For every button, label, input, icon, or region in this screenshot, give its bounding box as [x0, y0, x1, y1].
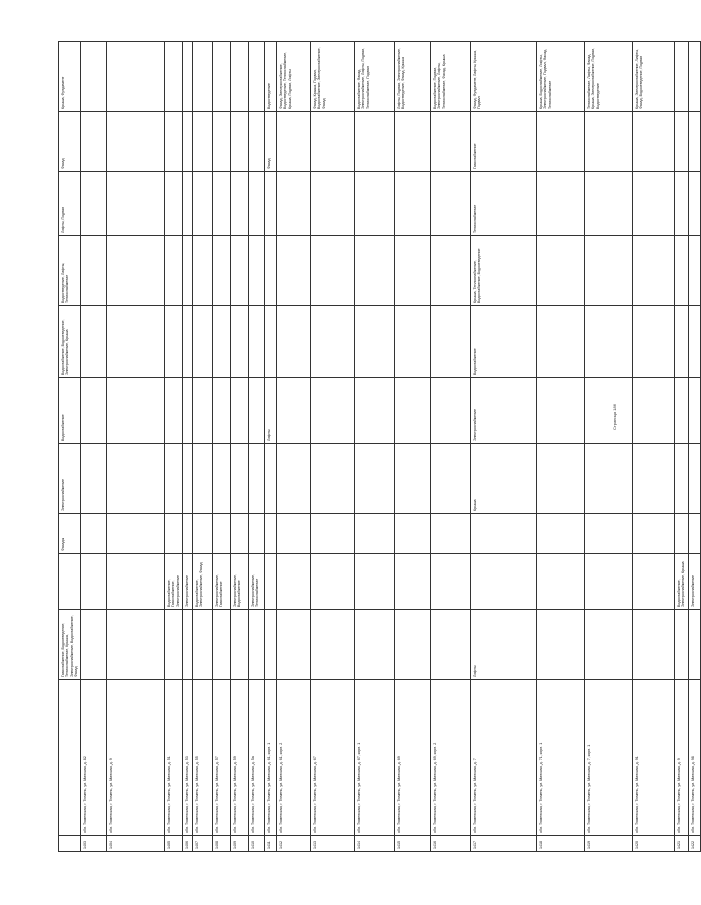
- work-cell-c5: [471, 514, 537, 554]
- work-cell-c6: [537, 444, 585, 514]
- work-cell-c7: [107, 378, 165, 444]
- address-cell: обл. Тюменская, г. Тюмень, ул. Минская, д. 91: [633, 680, 675, 836]
- work-cell-c7: Электроснабжение: [471, 378, 537, 444]
- work-cell-c5: [633, 514, 675, 554]
- work-cell-c9: [231, 236, 249, 306]
- table-row: [431, 42, 471, 852]
- address-cell: обл. Тюменская, г. Тюмень, ул. Минская, д. 59: [231, 680, 249, 836]
- work-cell-c3: [585, 610, 633, 680]
- work-cell-c10: [231, 172, 249, 236]
- row-number-cell: 1403: [81, 836, 107, 852]
- address-cell: обл. Тюменская, г. Тюмень, ул. Минская, д. 7, корп. 1: [585, 680, 633, 836]
- work-cell-c10: [277, 172, 311, 236]
- work-cell-c10: Теплоснабжение: [471, 172, 537, 236]
- work-cell-c5: [311, 514, 355, 554]
- work-cell-c10: [675, 172, 689, 236]
- work-cell-c7: [213, 378, 231, 444]
- work-cell-c10: [689, 172, 701, 236]
- work-cell-c9: [107, 236, 165, 306]
- work-cell-c11: [537, 112, 585, 172]
- work-cell-c10: [537, 172, 585, 236]
- header-row: [59, 42, 81, 852]
- row-number-cell: 1418: [537, 836, 585, 852]
- work-cell-c8: [277, 306, 311, 378]
- work-cell-c3: [431, 610, 471, 680]
- header-col10: Лифты, Подвал: [59, 172, 81, 236]
- work-cell-c11: [107, 112, 165, 172]
- work-cell-c6: [689, 444, 701, 514]
- work-cell-c6: [355, 444, 395, 514]
- address-cell: обл. Тюменская, г. Тюмень, ул. Минская, д. 69: [395, 680, 431, 836]
- work-cell-c5: [395, 514, 431, 554]
- work-cell-c7: [395, 378, 431, 444]
- address-cell: обл. Тюменская, г. Тюмень, ул. Минская, д. 5а: [249, 680, 265, 836]
- work-cell-c8: [431, 306, 471, 378]
- address-cell: обл. Тюменская, г. Тюмень, ул. Минская, д. 7: [471, 680, 537, 836]
- work-cell-c3: [81, 610, 107, 680]
- work-cell-c10: [265, 172, 277, 236]
- work-cell-c6: [165, 444, 183, 514]
- work-cell-c12: Крыша, Водоснабжение, Лифты, Электроснабжение, Подвал, Фасад, Теплоснабжение: [537, 42, 585, 112]
- work-cell-c3: [265, 610, 277, 680]
- work-cell-c10: [81, 172, 107, 236]
- work-cell-c3: [183, 610, 193, 680]
- work-cell-c5: [249, 514, 265, 554]
- work-cell-c5: [431, 514, 471, 554]
- address-cell: обл. Тюменская, г. Тюмень, ул. Минская, д. 67: [311, 680, 355, 836]
- table-row: [265, 42, 277, 852]
- work-cell-c7: [355, 378, 395, 444]
- work-cell-c7: [585, 378, 633, 444]
- work-cell-c8: [249, 306, 265, 378]
- table-row: [231, 42, 249, 852]
- row-number-cell: 1421: [675, 836, 689, 852]
- header-col12: Крыша, Фундамент: [59, 42, 81, 112]
- work-cell-c11: Газоснабжение: [471, 112, 537, 172]
- address-cell: обл. Тюменская, г. Тюмень, ул. Минская, д. 51: [165, 680, 183, 836]
- work-cell-c9: [633, 236, 675, 306]
- table-row: [249, 42, 265, 852]
- work-cell-c7: [81, 378, 107, 444]
- work-cell-c3: [633, 610, 675, 680]
- work-cell-c8: [689, 306, 701, 378]
- work-cell-c3: [537, 610, 585, 680]
- work-cell-c10: [249, 172, 265, 236]
- row-number-cell: 1411: [265, 836, 277, 852]
- work-cell-c12: [183, 42, 193, 112]
- work-cell-c11: [689, 112, 701, 172]
- work-cell-c8: [311, 306, 355, 378]
- work-cell-c7: [277, 378, 311, 444]
- work-cell-c5: [183, 514, 193, 554]
- row-number-cell: 1409: [231, 836, 249, 852]
- work-cell-c7: [633, 378, 675, 444]
- work-cell-c4: Водоснабжение, Газоснабжение, Электроснабжение: [165, 554, 183, 610]
- work-cell-c6: [265, 444, 277, 514]
- row-number-cell: 1404: [107, 836, 165, 852]
- work-cell-c9: [431, 236, 471, 306]
- page-number: Страница 186: [612, 404, 617, 430]
- work-cell-c5: [355, 514, 395, 554]
- work-cell-c4: [537, 554, 585, 610]
- address-cell: обл. Тюменская, г. Тюмень, ул. Минская, д. 98: [689, 680, 701, 836]
- work-cell-c3: [249, 610, 265, 680]
- work-cell-c10: [213, 172, 231, 236]
- work-cell-c9: [213, 236, 231, 306]
- address-cell: обл. Тюменская, г. Тюмень, ул. Минская, д. 55: [193, 680, 213, 836]
- work-cell-c12: [165, 42, 183, 112]
- work-cell-c9: [355, 236, 395, 306]
- work-cell-c9: [689, 236, 701, 306]
- work-cell-c4: Электроснабжение, Теплоснабжение: [249, 554, 265, 610]
- work-cell-c8: [355, 306, 395, 378]
- work-cell-c10: [311, 172, 355, 236]
- row-number-cell: 1419: [585, 836, 633, 852]
- header-col11: Фасад: [59, 112, 81, 172]
- table-row: [395, 42, 431, 852]
- work-cell-c8: [107, 306, 165, 378]
- work-cell-c3: [193, 610, 213, 680]
- work-cell-c9: [395, 236, 431, 306]
- work-cell-c8: [183, 306, 193, 378]
- row-number-cell: 1422: [689, 836, 701, 852]
- work-cell-c3: [277, 610, 311, 680]
- work-cell-c7: [165, 378, 183, 444]
- table-row: [689, 42, 701, 852]
- work-cell-c7: [183, 378, 193, 444]
- work-cell-c11: [165, 112, 183, 172]
- work-cell-c11: Фасад: [265, 112, 277, 172]
- work-cell-c8: [585, 306, 633, 378]
- work-cell-c11: [183, 112, 193, 172]
- work-cell-c9: [265, 236, 277, 306]
- table-row: [355, 42, 395, 852]
- table-row: [585, 42, 633, 852]
- work-cell-c12: [213, 42, 231, 112]
- work-cell-c7: [675, 378, 689, 444]
- work-cell-c10: [183, 172, 193, 236]
- table-row: [107, 42, 165, 852]
- work-cell-c7: [689, 378, 701, 444]
- work-cell-c10: [633, 172, 675, 236]
- address-cell: обл. Тюменская, г. Тюмень, ул. Минская, д. 61, корп. 2: [277, 680, 311, 836]
- work-cell-c4: Электроснабжение: [689, 554, 701, 610]
- row-number-cell: 1412: [277, 836, 311, 852]
- table-row: [311, 42, 355, 852]
- work-cell-c10: [431, 172, 471, 236]
- work-cell-c3: [689, 610, 701, 680]
- address-cell: обл. Тюменская, г. Тюмень, ул. Минская, д. 57: [213, 680, 231, 836]
- row-number-cell: 1416: [431, 836, 471, 852]
- header-num-cell: [59, 836, 81, 852]
- table-row: [81, 42, 107, 852]
- work-cell-c11: [231, 112, 249, 172]
- work-cell-c8: [675, 306, 689, 378]
- work-cell-c3: [311, 610, 355, 680]
- table-row: [193, 42, 213, 852]
- work-cell-c4: [265, 554, 277, 610]
- work-cell-c4: Водоснабжение, Электроснабжение, Крыша: [675, 554, 689, 610]
- work-cell-c11: [585, 112, 633, 172]
- work-cell-c7: [231, 378, 249, 444]
- work-cell-c12: Фасад, Электроснабжение, Водоотведение, Теплоснабжение, Крыша, Подвал, Лифты: [277, 42, 311, 112]
- work-cell-c4: [311, 554, 355, 610]
- work-cell-c8: [265, 306, 277, 378]
- row-number-cell: 1417: [471, 836, 537, 852]
- table-body: [59, 42, 701, 852]
- row-number-cell: 1405: [165, 836, 183, 852]
- work-cell-c5: [81, 514, 107, 554]
- work-cell-c7: [431, 378, 471, 444]
- work-cell-c8: [213, 306, 231, 378]
- work-cell-c5: [675, 514, 689, 554]
- repair-works-table: [58, 41, 701, 852]
- work-cell-c8: Водоснабжение: [471, 306, 537, 378]
- work-cell-c4: [355, 554, 395, 610]
- work-cell-c5: [231, 514, 249, 554]
- work-cell-c6: Крыша: [471, 444, 537, 514]
- work-cell-c12: [81, 42, 107, 112]
- work-cell-c5: [107, 514, 165, 554]
- work-cell-c10: [395, 172, 431, 236]
- work-cell-c12: [193, 42, 213, 112]
- address-cell: обл. Тюменская, г. Тюмень, ул. Минская, д. 53: [183, 680, 193, 836]
- work-cell-c6: [81, 444, 107, 514]
- work-cell-c9: [193, 236, 213, 306]
- work-cell-c5: [265, 514, 277, 554]
- work-cell-c5: [165, 514, 183, 554]
- table-row: [675, 42, 689, 852]
- work-cell-c8: [193, 306, 213, 378]
- work-cell-c12: [249, 42, 265, 112]
- work-cell-c11: [311, 112, 355, 172]
- work-cell-c12: Фасад, Крыша, Подвал, Водоснабжение, Электроснабжение, Фасад: [311, 42, 355, 112]
- work-cell-c12: [107, 42, 165, 112]
- work-cell-c9: [675, 236, 689, 306]
- work-cell-c6: [431, 444, 471, 514]
- work-cell-c4: [471, 554, 537, 610]
- work-cell-c12: [231, 42, 249, 112]
- work-cell-c8: [81, 306, 107, 378]
- address-cell: обл. Тюменская, г. Тюмень, ул. Минская, д. 71, корп. 1: [537, 680, 585, 836]
- work-cell-c4: Электроснабжение, Газоснабжение: [213, 554, 231, 610]
- work-cell-c5: [193, 514, 213, 554]
- work-cell-c4: [277, 554, 311, 610]
- work-cell-c4: [431, 554, 471, 610]
- address-cell: обл. Тюменская, г. Тюмень, ул. Минская, д. 69, корп. 2: [431, 680, 471, 836]
- work-cell-c12: [675, 42, 689, 112]
- work-cell-c3: [165, 610, 183, 680]
- address-cell: обл. Тюменская, г. Тюмень, ул. Минская, д. 9: [675, 680, 689, 836]
- row-number-cell: 1415: [395, 836, 431, 852]
- work-cell-c10: [585, 172, 633, 236]
- table-row: [165, 42, 183, 852]
- work-cell-c9: [277, 236, 311, 306]
- work-cell-c3: [231, 610, 249, 680]
- work-cell-c6: [675, 444, 689, 514]
- work-cell-c6: [231, 444, 249, 514]
- work-cell-c6: [395, 444, 431, 514]
- work-cell-c4: Водоснабжение, Электроснабжение, Фасад: [193, 554, 213, 610]
- work-cell-c8: [231, 306, 249, 378]
- work-cell-c5: [689, 514, 701, 554]
- header-col3: Газоснабжение, Водоотведение, Теплоснабжение, Крыша, Электроснабжение, Водоснабжение, Фасад: [59, 610, 81, 680]
- work-cell-c7: [537, 378, 585, 444]
- work-cell-c5: [585, 514, 633, 554]
- work-cell-c5: [277, 514, 311, 554]
- work-cell-c3: [213, 610, 231, 680]
- work-cell-c9: Крыша, Теплоснабжение, Водоснабжение, Водоотведение: [471, 236, 537, 306]
- work-cell-c6: [213, 444, 231, 514]
- row-number-cell: 1406: [183, 836, 193, 852]
- work-cell-c7: [249, 378, 265, 444]
- work-cell-c6: [107, 444, 165, 514]
- header-col5: Фасады: [59, 514, 81, 554]
- work-cell-c3: Лифты: [471, 610, 537, 680]
- work-cell-c8: [537, 306, 585, 378]
- address-cell: обл. Тюменская, г. Тюмень, ул. Минская, д. 9: [107, 680, 165, 836]
- work-cell-c4: Электроснабжение, Водоснабжение: [231, 554, 249, 610]
- table-row: [183, 42, 193, 852]
- work-cell-c4: Электроснабжение: [183, 554, 193, 610]
- address-cell: обл. Тюменская, г. Тюмень, ул. Минская, д. 67, корп. 1: [355, 680, 395, 836]
- work-cell-c12: Водоотведение: [265, 42, 277, 112]
- work-cell-c6: [249, 444, 265, 514]
- table-row: [277, 42, 311, 852]
- work-cell-c9: [537, 236, 585, 306]
- work-cell-c10: [355, 172, 395, 236]
- work-cell-c9: [165, 236, 183, 306]
- work-cell-c12: Водоснабжение, Фасад, Электроснабжение, Лифты, Подвал, Теплоснабжение, Подвал: [355, 42, 395, 112]
- work-cell-c12: [689, 42, 701, 112]
- work-cell-c11: [395, 112, 431, 172]
- work-cell-c7: [193, 378, 213, 444]
- work-cell-c3: [675, 610, 689, 680]
- work-cell-c8: [633, 306, 675, 378]
- work-cell-c11: [675, 112, 689, 172]
- work-cell-c4: [633, 554, 675, 610]
- work-cell-c11: [249, 112, 265, 172]
- work-cell-c5: [213, 514, 231, 554]
- work-cell-c12: Водоснабжение, Подвал, Электроснабжение, Лифты, Теплоснабжение, Фасад, Крыша: [431, 42, 471, 112]
- work-cell-c8: [165, 306, 183, 378]
- row-number-cell: 1408: [213, 836, 231, 852]
- work-cell-c9: [81, 236, 107, 306]
- table-row: [471, 42, 537, 852]
- work-cell-c3: [355, 610, 395, 680]
- work-cell-c4: [395, 554, 431, 610]
- work-cell-c11: [277, 112, 311, 172]
- row-number-cell: 1414: [355, 836, 395, 852]
- work-cell-c11: [355, 112, 395, 172]
- work-cell-c12: Лифты, Подвал, Электроснабжение, Водоотведение, Фасад, Крыша: [395, 42, 431, 112]
- work-cell-c6: [193, 444, 213, 514]
- work-cell-c11: [81, 112, 107, 172]
- work-cell-c7: Лифты: [265, 378, 277, 444]
- work-cell-c8: [395, 306, 431, 378]
- work-cell-c9: [183, 236, 193, 306]
- header-col8: Водоснабжение, Водоотведение, Электроснабжение, Крыша: [59, 306, 81, 378]
- work-cell-c4: [81, 554, 107, 610]
- work-cell-c9: [249, 236, 265, 306]
- work-cell-c11: [633, 112, 675, 172]
- table-row: [537, 42, 585, 852]
- work-cell-c7: [311, 378, 355, 444]
- work-cell-c5: [537, 514, 585, 554]
- header-address-cell: [59, 680, 81, 836]
- work-cell-c10: [193, 172, 213, 236]
- work-cell-c6: [277, 444, 311, 514]
- work-cell-c6: [183, 444, 193, 514]
- row-number-cell: 1410: [249, 836, 265, 852]
- address-cell: обл. Тюменская, г. Тюмень, ул. Минская, д. 61, корп. 1: [265, 680, 277, 836]
- row-number-cell: 1413: [311, 836, 355, 852]
- row-number-cell: 1407: [193, 836, 213, 852]
- work-cell-c9: [311, 236, 355, 306]
- address-cell: обл. Тюменская, г. Тюмень, ул. Минская, д. 82: [81, 680, 107, 836]
- work-cell-c12: Теплоснабжение, Лифты, Фасад, Крыша, Электроснабжение, Подвал, Водоотведение: [585, 42, 633, 112]
- work-cell-c11: [213, 112, 231, 172]
- work-cell-c12: Фасад, Фундамент, Лифты, Крыша, Подвал: [471, 42, 537, 112]
- header-col7: Водоснабжение: [59, 378, 81, 444]
- header-col9: Водоотведение, Лифты, Теплоснабжение: [59, 236, 81, 306]
- table-row: [213, 42, 231, 852]
- work-cell-c4: [107, 554, 165, 610]
- work-cell-c6: [585, 444, 633, 514]
- work-cell-c3: [395, 610, 431, 680]
- work-cell-c4: [585, 554, 633, 610]
- work-cell-c10: [107, 172, 165, 236]
- work-cell-c11: [193, 112, 213, 172]
- work-cell-c9: [585, 236, 633, 306]
- work-cell-c3: [107, 610, 165, 680]
- work-cell-c12: Крыша, Электроснабжение, Лифты, Фасад, Водоотведение, Подвал: [633, 42, 675, 112]
- work-cell-c6: [633, 444, 675, 514]
- work-cell-c10: [165, 172, 183, 236]
- row-number-cell: 1420: [633, 836, 675, 852]
- table-row: [633, 42, 675, 852]
- work-cell-c11: [431, 112, 471, 172]
- header-col4: [59, 554, 81, 610]
- work-cell-c6: [311, 444, 355, 514]
- header-col6: Электроснабжение: [59, 444, 81, 514]
